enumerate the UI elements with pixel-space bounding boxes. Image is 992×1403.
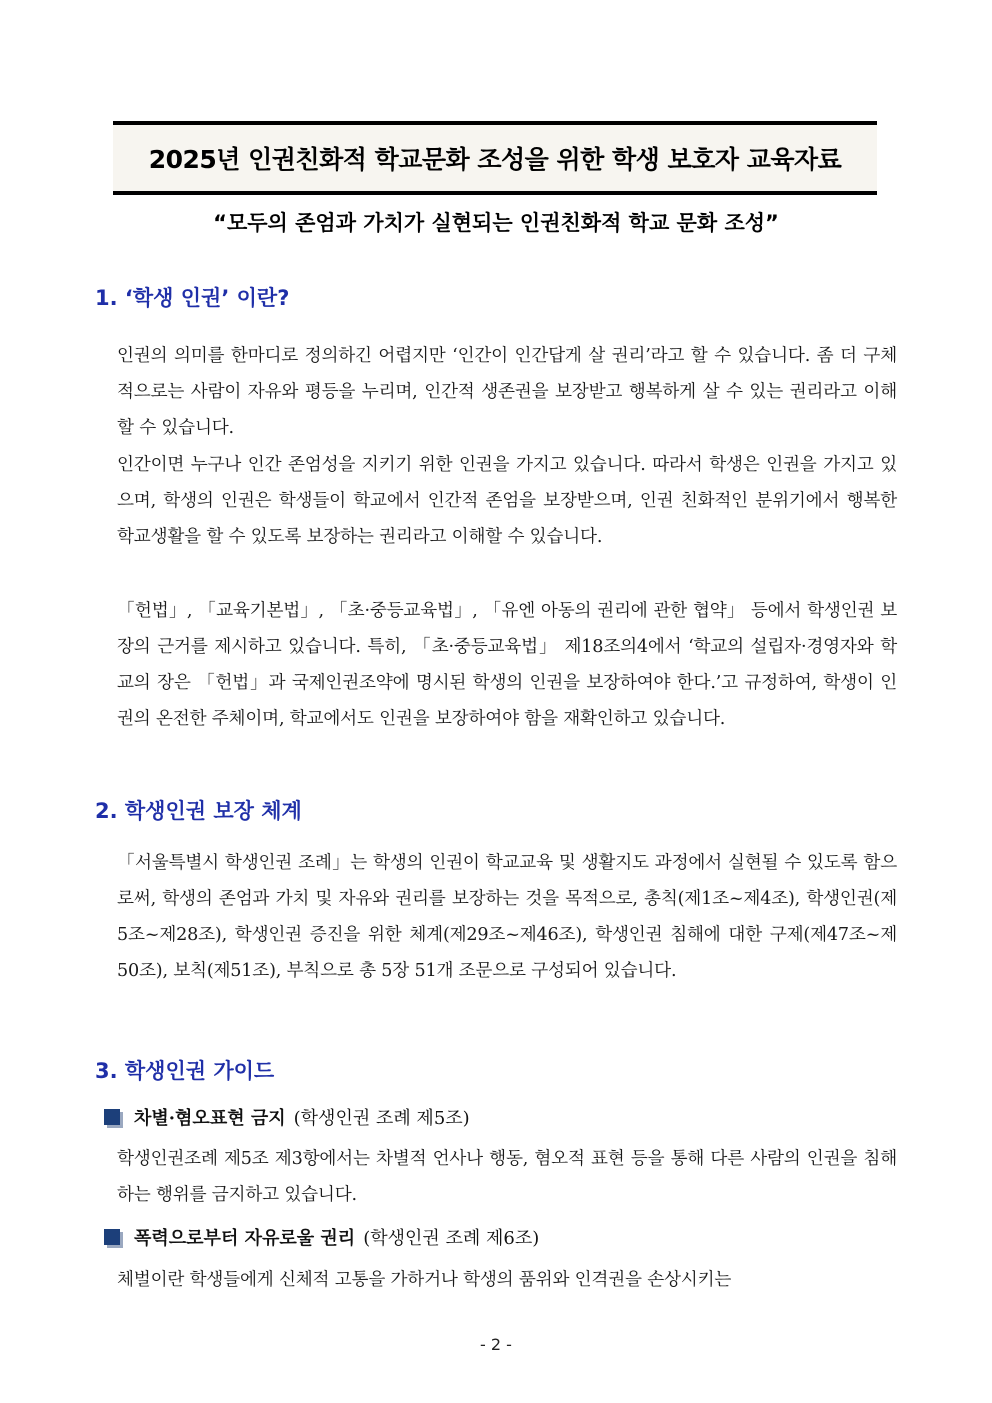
- section-2-paragraph-1: 「서울특별시 학생인권 조례」는 학생의 인권이 학교교육 및 생활지도 과정에서 실현될 수 있도록 함으로써, 학생의 존엄과 가치 및 자유와 권리를 보장하는 것을 목적으로, 총칙(제1조~제4조), 학생인권(제5조~제28조), 학생인권 증진을 위한 체계(제29조~제46조), 학생인권 침해에 대한 구제(제47조~제50조), 보칙(제51조), 부칙으로 총 5장 51개 조문으로 구성되어 있습니다.: [117, 853, 897, 981]
- square-bullet-icon: [104, 1229, 120, 1245]
- guide-item-title: 폭력으로부터 자유로울 권리: [134, 1228, 356, 1249]
- document-subtitle: “모두의 존엄과 가치가 실현되는 인권친화적 학교 문화 조성”: [213, 211, 779, 235]
- section-1-paragraph-3: 「헌법」, 「교육기본법」, 「초·중등교육법」, 「유엔 아동의 권리에 관한 협약」 등에서 학생인권 보장의 근거를 제시하고 있습니다. 특히, 「초·중등교육법」 제18조의4에서 ‘학교의 설립자·경영자와 학교의 장은 「헌법」과 국제인권조약에 명시된 학생의 인권을 보장하여야 한다.’고 규정하여, 학생이 인권의 온전한 주체이며, 학교에서도 인권을 보장하여야 함을 재확인하고 있습니다.: [117, 601, 897, 729]
- section-heading-2: 2. 학생인권 보장 체계: [95, 799, 302, 823]
- guide-item-2-title-row: [104, 1224, 539, 1250]
- document-title-box: [113, 121, 877, 195]
- page-number: - 2 -: [480, 1335, 512, 1354]
- guide-item-ref: (학생인권 조례 제6조): [363, 1228, 540, 1249]
- guide-item-1-title-row: [104, 1104, 470, 1130]
- section-heading-3: 3. 학생인권 가이드: [95, 1059, 275, 1083]
- section-1-paragraph-1: 인권의 의미를 한마디로 정의하긴 어렵지만 ‘인간이 인간답게 살 권리’라고 할 수 있습니다. 좀 더 구체적으로는 사람이 자유와 평등을 누리며, 인간적 생존권을 보장받고 행복하게 살 수 있는 권리라고 이해할 수 있습니다.: [117, 346, 897, 438]
- guide-item-1-text: 학생인권조례 제5조 제3항에서는 차별적 언사나 행동, 혐오적 표현 등을 통해 다른 사람의 인권을 침해하는 행위를 금지하고 있습니다.: [117, 1149, 897, 1205]
- guide-item-title: 차별·혐오표현 금지: [134, 1108, 286, 1129]
- section-1-paragraph-2: 인간이면 누구나 인간 존엄성을 지키기 위한 인권을 가지고 있습니다. 따라서 학생은 인권을 가지고 있으며, 학생의 인권은 학생들이 학교에서 인간적 존엄을 보장받으며, 인권 친화적인 분위기에서 행복한 학교생활을 할 수 있도록 보장하는 권리라고 이해할 수 있습니다.: [117, 455, 897, 547]
- section-heading-1: 1. ‘학생 인권’ 이란?: [95, 286, 290, 310]
- guide-item-ref: (학생인권 조례 제5조): [293, 1108, 470, 1129]
- square-bullet-icon: [104, 1109, 120, 1125]
- document-title: 2025년 인권친화적 학교문화 조성을 위한 학생 보호자 교육자료: [148, 145, 842, 174]
- guide-item-2-text: 체벌이란 학생들에게 신체적 고통을 가하거나 학생의 품위와 인격권을 손상시키는: [117, 1270, 732, 1290]
